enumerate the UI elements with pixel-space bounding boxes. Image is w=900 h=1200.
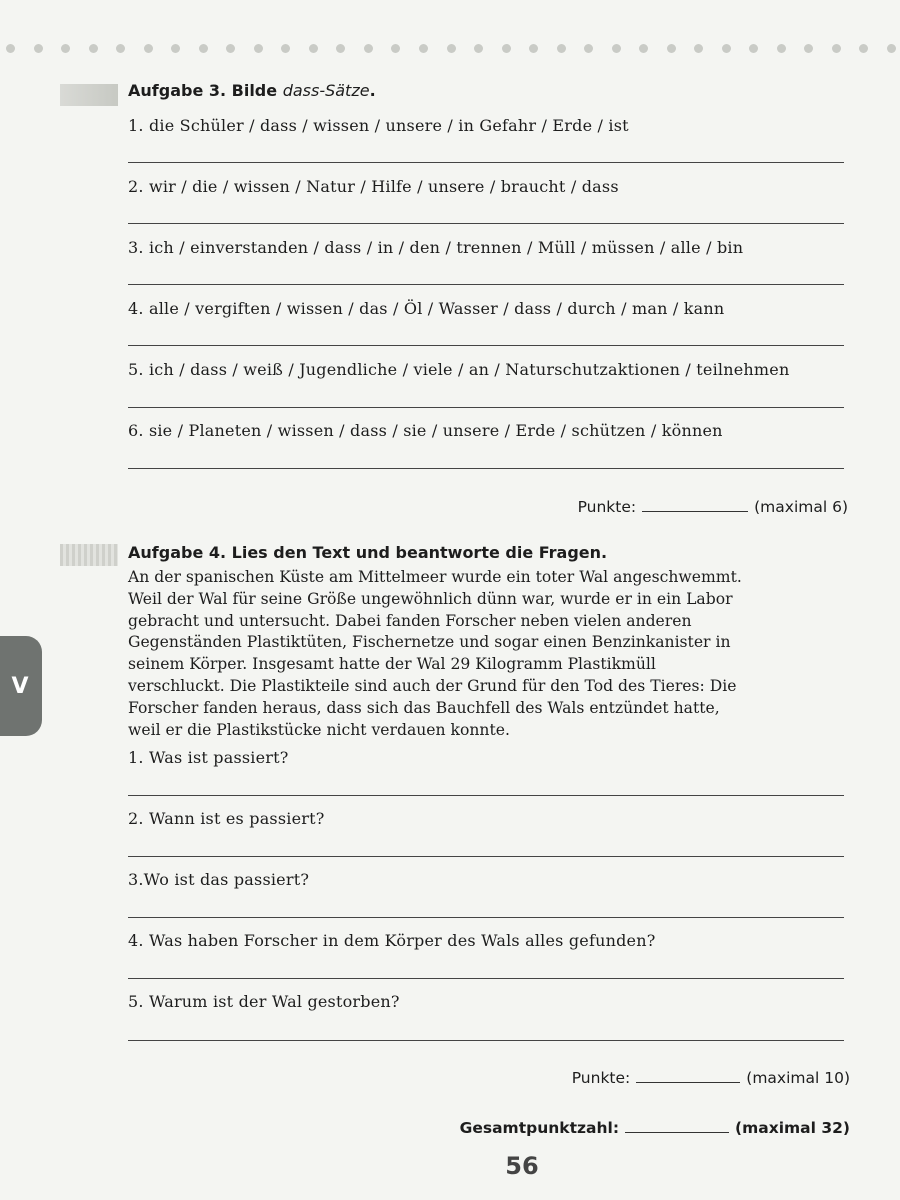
decorative-dot xyxy=(474,44,483,53)
decorative-dot xyxy=(89,44,98,53)
chapter-tab: V xyxy=(0,636,42,736)
total-score-blank[interactable] xyxy=(625,1118,729,1133)
task-4-question-3: 3.Wo ist das passiert? xyxy=(128,870,310,889)
task-3-item-5: 5. ich / dass / weiß / Jugendliche / viele / an / Naturschutzaktionen / teilnehmen xyxy=(128,360,790,379)
decorative-dot xyxy=(391,44,400,53)
decorative-dot xyxy=(447,44,456,53)
decorative-dot xyxy=(887,44,896,53)
decorative-dot xyxy=(749,44,758,53)
decorative-dot xyxy=(364,44,373,53)
decorative-dot xyxy=(199,44,208,53)
passage-line: Gegenständen Plastiktüten, Fischernetze und sogar einen Benzinkanister in xyxy=(128,633,731,652)
answer-line-4-1[interactable] xyxy=(128,795,844,796)
task-3-item-2: 2. wir / die / wissen / Natur / Hilfe / unsere / braucht / dass xyxy=(128,177,619,196)
task-4-question-1: 1. Was ist passiert? xyxy=(128,748,289,767)
task-3-title-italic: dass-Sätze xyxy=(282,81,370,100)
decorative-dot xyxy=(34,44,43,53)
task-3-item-4: 4. alle / vergiften / wissen / das / Öl / Wasser / dass / durch / man / kann xyxy=(128,299,725,318)
task-3-heading xyxy=(128,81,376,100)
answer-line-3-3[interactable] xyxy=(128,284,844,285)
decorative-dot xyxy=(639,44,648,53)
task-4-score-max: (maximal 10) xyxy=(746,1069,850,1087)
answer-line-4-5[interactable] xyxy=(128,1040,844,1041)
decorative-dot xyxy=(226,44,235,53)
task-4-question-5: 5. Warum ist der Wal gestorben? xyxy=(128,992,400,1011)
decorative-dot xyxy=(336,44,345,53)
decorative-dot-row xyxy=(6,44,896,56)
decorative-dot xyxy=(529,44,538,53)
passage-line: seinem Körper. Insgesamt hatte der Wal 29 Kilogramm Plastikmüll xyxy=(128,655,656,674)
passage-line: Weil der Wal für seine Größe ungewöhnlich dünn war, wurde er in ein Labor xyxy=(128,589,733,608)
answer-line-3-5[interactable] xyxy=(128,407,844,408)
total-score-label: Gesamtpunktzahl: xyxy=(459,1119,620,1137)
decorative-dot xyxy=(502,44,511,53)
task-3-item-3: 3. ich / einverstanden / dass / in / den / trennen / Müll / müssen / alle / bin xyxy=(128,238,744,257)
decorative-dot xyxy=(309,44,318,53)
task-4-question-2: 2. Wann ist es passiert? xyxy=(128,809,325,828)
passage-line: verschluckt. Die Plastikteile sind auch der Grund für den Tod des Tieres: Die xyxy=(128,676,737,695)
task-3-item-1: 1. die Schüler / dass / wissen / unsere / in Gefahr / Erde / ist xyxy=(128,116,629,135)
decorative-dot xyxy=(667,44,676,53)
decorative-dot xyxy=(832,44,841,53)
task-3-score xyxy=(578,497,848,516)
answer-line-3-6[interactable] xyxy=(128,468,844,469)
decorative-dot xyxy=(254,44,263,53)
task-3-score-max: (maximal 6) xyxy=(754,498,848,516)
decorative-dot xyxy=(61,44,70,53)
task-4-passage xyxy=(128,567,850,741)
answer-line-3-4[interactable] xyxy=(128,345,844,346)
passage-line: Forscher fanden heraus, dass sich das Bauchfell des Wals entzündet hatte, xyxy=(128,698,720,717)
answer-line-3-2[interactable] xyxy=(128,223,844,224)
task-4-score-label: Punkte: xyxy=(571,1069,631,1087)
total-score-max: (maximal 32) xyxy=(735,1119,850,1137)
task-3-item-6: 6. sie / Planeten / wissen / dass / sie / unsere / Erde / schützen / können xyxy=(128,421,723,440)
task-3-score-label: Punkte: xyxy=(577,498,637,516)
decorative-dot xyxy=(584,44,593,53)
task-3-score-blank[interactable] xyxy=(642,497,748,512)
decorative-dot xyxy=(722,44,731,53)
task-4-question-4: 4. Was haben Forscher in dem Körper des Wals alles gefunden? xyxy=(128,931,656,950)
answer-line-4-2[interactable] xyxy=(128,856,844,857)
total-score xyxy=(460,1118,850,1137)
task-4-heading: Aufgabe 4. Lies den Text und beantworte die Fragen. xyxy=(128,543,608,562)
decorative-dot xyxy=(859,44,868,53)
answer-line-4-3[interactable] xyxy=(128,917,844,918)
task-4-score-blank[interactable] xyxy=(636,1068,740,1083)
task-3-marker xyxy=(60,84,118,106)
answer-line-3-1[interactable] xyxy=(128,162,844,163)
task-3-title-end: . xyxy=(369,81,376,100)
decorative-dot xyxy=(6,44,15,53)
passage-line: An der spanischen Küste am Mittelmeer wurde ein toter Wal angeschwemmt. xyxy=(128,568,742,586)
page-number: 56 xyxy=(505,1152,539,1180)
decorative-dot xyxy=(804,44,813,53)
task-3-title: Aufgabe 3. Bilde xyxy=(128,81,283,100)
decorative-dot xyxy=(144,44,153,53)
decorative-dot xyxy=(694,44,703,53)
decorative-dot xyxy=(777,44,786,53)
passage-line: weil er die Plastikstücke nicht verdauen konnte. xyxy=(128,720,510,739)
decorative-dot xyxy=(281,44,290,53)
decorative-dot xyxy=(419,44,428,53)
task-4-score xyxy=(572,1068,850,1087)
answer-line-4-4[interactable] xyxy=(128,978,844,979)
passage-line: gebracht und untersucht. Dabei fanden Forscher neben vielen anderen xyxy=(128,611,692,630)
decorative-dot xyxy=(557,44,566,53)
decorative-dot xyxy=(171,44,180,53)
task-4-marker xyxy=(60,544,118,566)
decorative-dot xyxy=(116,44,125,53)
decorative-dot xyxy=(612,44,621,53)
